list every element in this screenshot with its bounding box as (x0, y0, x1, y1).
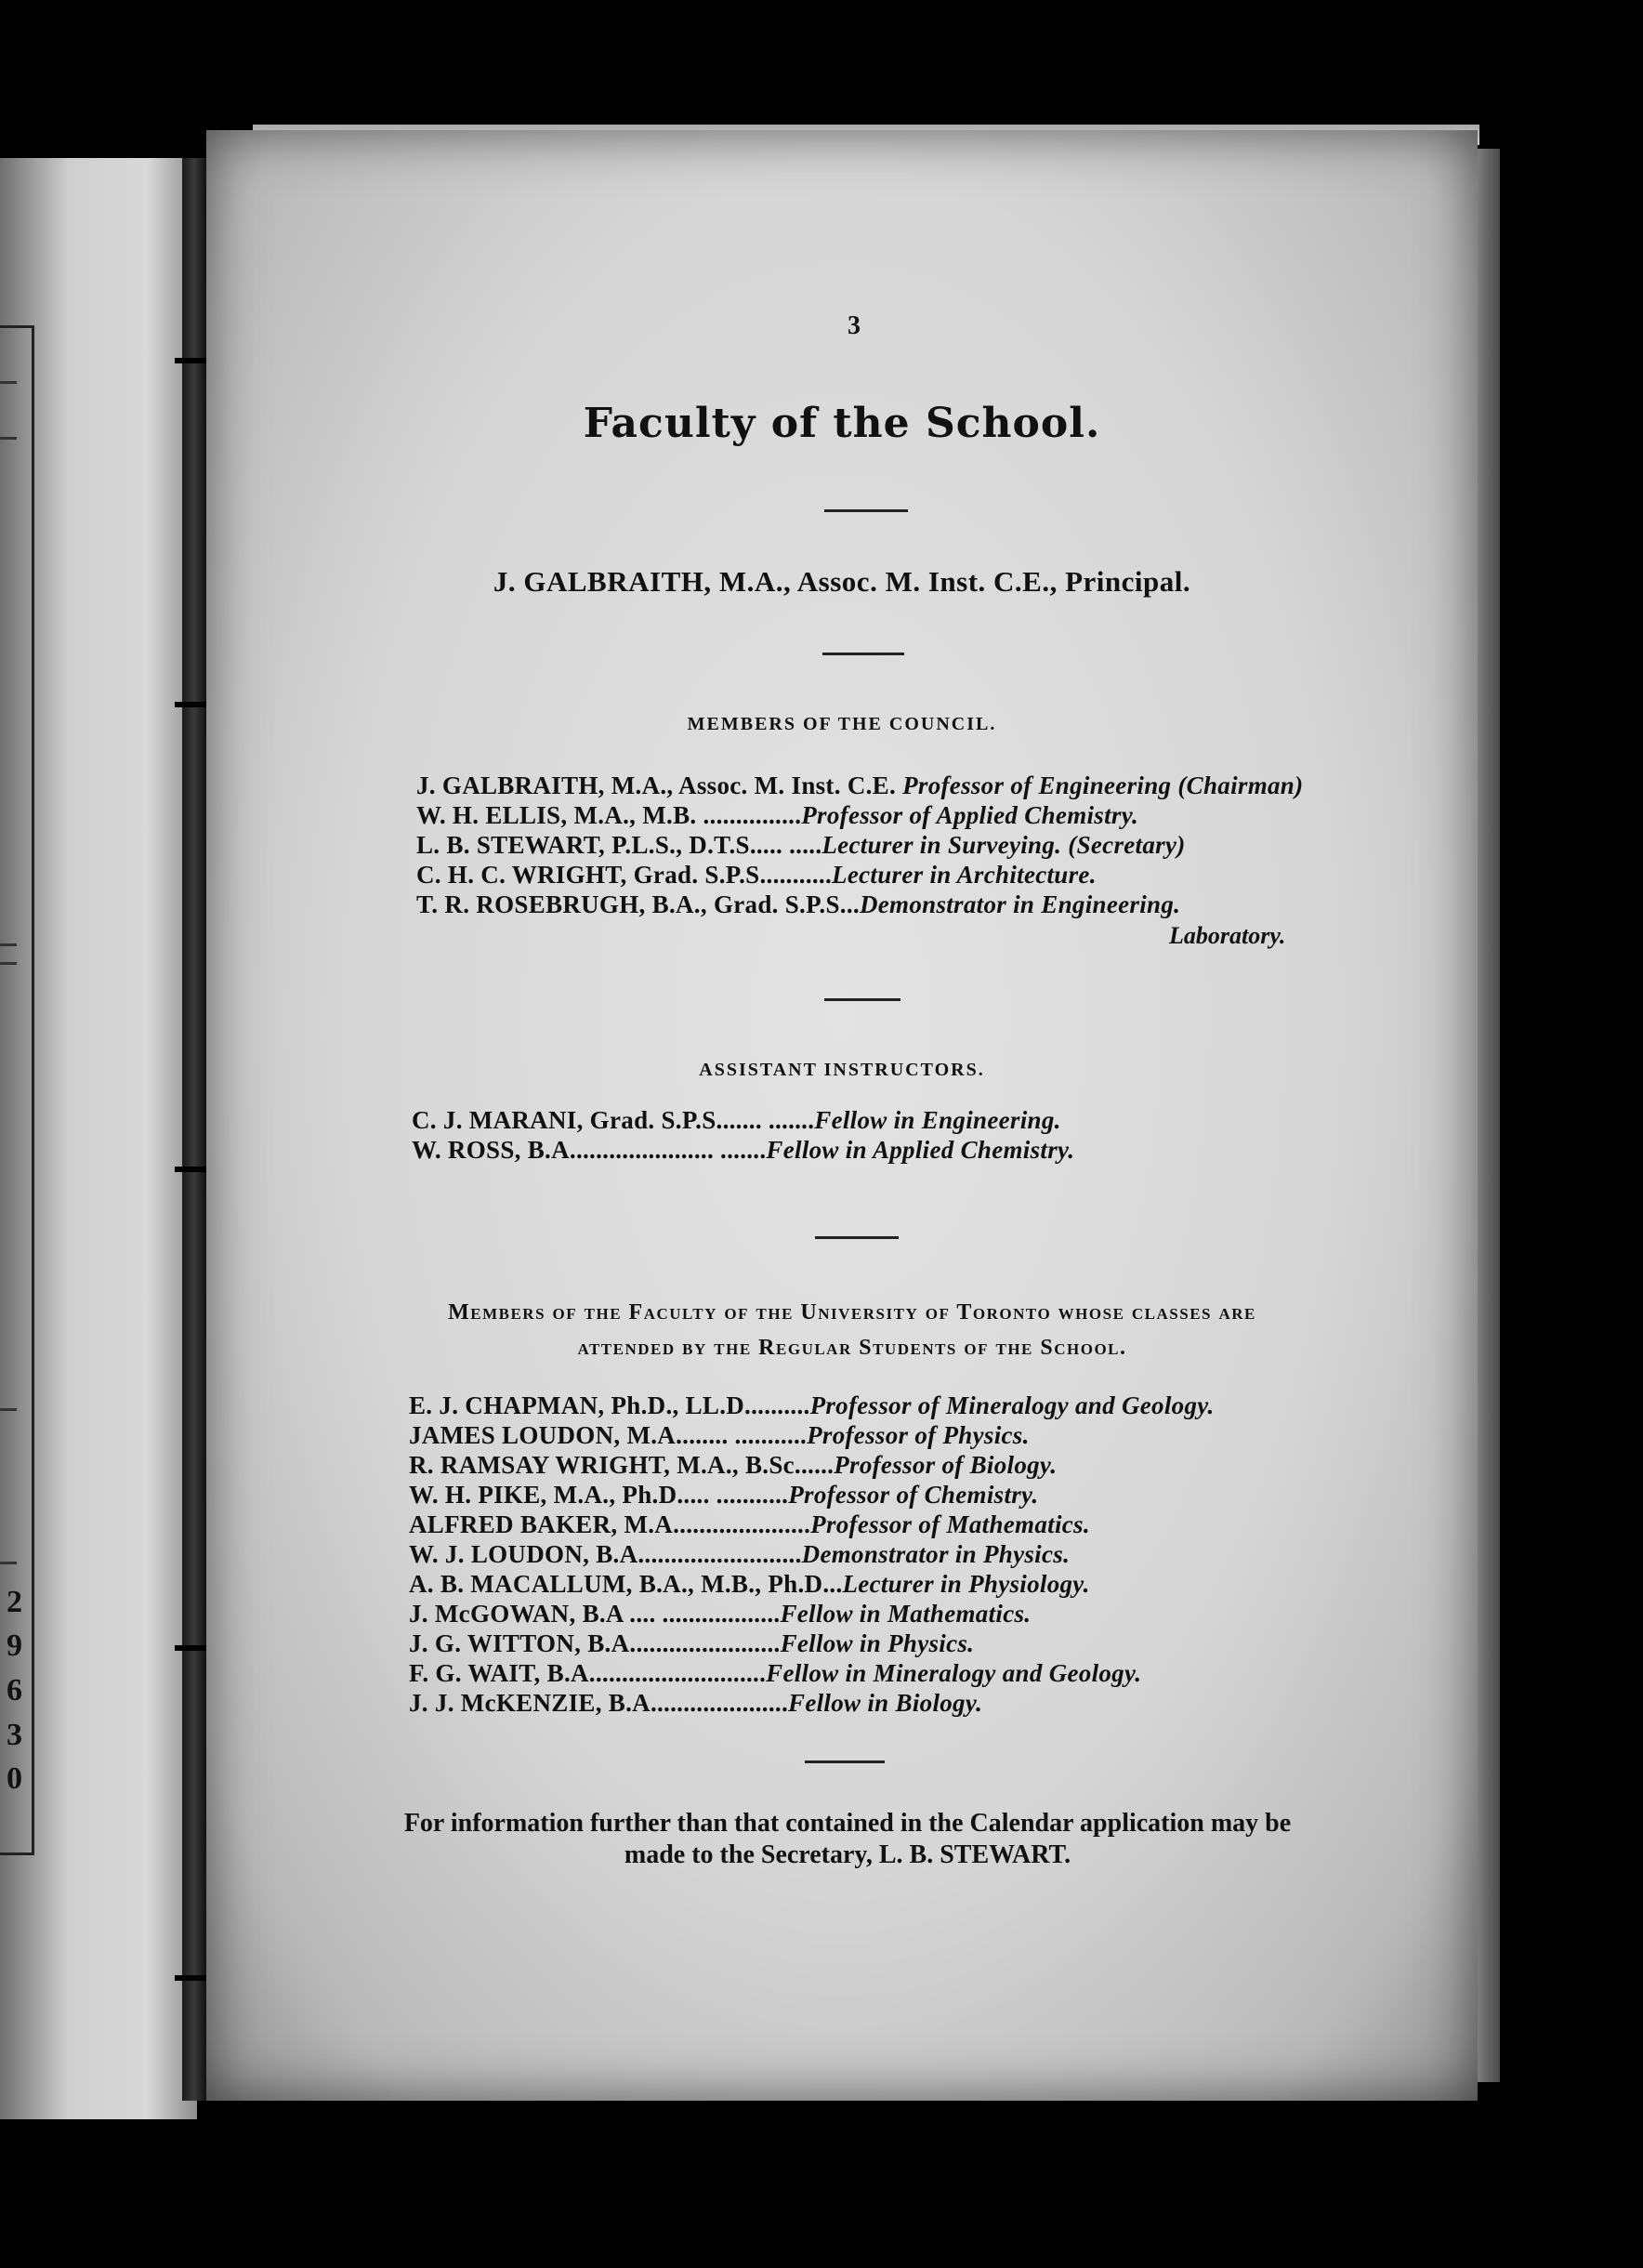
entry-role: Professor of Biology. (834, 1451, 1058, 1479)
section-divider (824, 998, 900, 1001)
entry-role: Fellow in Engineering. (814, 1106, 1061, 1134)
page-right-edge (1478, 149, 1500, 2082)
entry-role: Lecturer in Surveying. (Secretary) (822, 831, 1186, 859)
university-entry (409, 1540, 1070, 1569)
section-divider (822, 653, 904, 655)
university-heading: Members of the Faculty of the University of Toronto whose classes are attended by the Regular Students of the School. (448, 1300, 1256, 1360)
assistant-entry (412, 1136, 1074, 1165)
entry-role: Fellow in Physics. (780, 1629, 975, 1657)
university-entry (409, 1481, 1038, 1510)
council-entry (416, 831, 1186, 860)
page-title: Faculty of the School. (583, 400, 1101, 447)
entry-role: Lecturer in Physiology. (842, 1570, 1090, 1598)
council-entry (416, 890, 1180, 919)
entry-name: J. McGOWAN, B.A .... .................. (409, 1600, 781, 1628)
section-divider (805, 1760, 885, 1763)
entry-role: Demonstrator in Engineering. (859, 890, 1181, 918)
previous-page-number: 2 (7, 1585, 22, 1619)
entry-name: W. H. PIKE, M.A., Ph.D..... ........... (409, 1481, 789, 1509)
entry-name: T. R. ROSEBRUGH, B.A., Grad. S.P.S... (416, 890, 860, 918)
closing-note: For information further than that contained in the Calendar application may be made to the Secretary, L. B. STEWART. (403, 1809, 1292, 1869)
university-entry (409, 1689, 982, 1718)
entry-role: Fellow in Applied Chemistry. (766, 1136, 1075, 1164)
entry-role: Professor of Mineralogy and Geology. (809, 1391, 1215, 1419)
entry-name: C. H. C. WRIGHT, Grad. S.P.S........... (416, 861, 833, 889)
university-entry (409, 1451, 1057, 1480)
section-divider (824, 509, 908, 512)
council-entry (416, 771, 1303, 800)
previous-page-tick (0, 381, 17, 384)
council-entry (416, 861, 1097, 890)
university-entry (409, 1391, 1215, 1420)
entry-name: F. G. WAIT, B.A........................... (409, 1659, 767, 1687)
previous-page-tick (0, 1562, 17, 1564)
university-entry (409, 1421, 1030, 1450)
previous-page-frame (0, 325, 34, 1855)
entry-role: Professor of Physics. (807, 1421, 1030, 1449)
previous-page-tick (0, 962, 17, 965)
entry-name: J. GALBRAITH, M.A., Assoc. M. Inst. C.E. (416, 771, 903, 799)
entry-role: Lecturer in Architecture. (832, 861, 1097, 889)
entry-name: E. J. CHAPMAN, Ph.D., LL.D.......... (409, 1391, 810, 1419)
assistant-entry (412, 1106, 1061, 1135)
council-entry (416, 801, 1138, 830)
entry-name: C. J. MARANI, Grad. S.P.S....... ....... (412, 1106, 815, 1134)
assistants-heading: ASSISTANT INSTRUCTORS. (699, 1060, 985, 1080)
university-entry (409, 1600, 1031, 1628)
entry-role: Fellow in Mathematics. (780, 1600, 1032, 1628)
entry-role: Professor of Applied Chemistry. (801, 801, 1139, 829)
document-page (206, 130, 1478, 2101)
university-entry (409, 1659, 1141, 1688)
university-entry (409, 1570, 1090, 1599)
entry-name: J. J. McKENZIE, B.A..................... (409, 1689, 789, 1717)
entry-name: R. RAMSAY WRIGHT, M.A., B.Sc...... (409, 1451, 835, 1479)
entry-role: Fellow in Biology. (788, 1689, 983, 1717)
entry-name: L. B. STEWART, P.L.S., D.T.S..... ..... (416, 831, 822, 859)
previous-page-tick (0, 437, 17, 440)
university-entry (409, 1629, 974, 1658)
principal-line: J. GALBRAITH, M.A., Assoc. M. Inst. C.E., Principal. (493, 565, 1191, 598)
council-heading: MEMBERS OF THE COUNCIL. (687, 714, 997, 734)
previous-page-number: 6 (7, 1673, 22, 1708)
entry-name: JAMES LOUDON, M.A........ ........... (409, 1421, 808, 1449)
entry-role: Professor of Chemistry. (788, 1481, 1039, 1509)
previous-page-tick (0, 943, 17, 946)
university-entry (409, 1510, 1090, 1539)
previous-page-number: 0 (7, 1761, 22, 1796)
previous-page-number: 3 (7, 1718, 22, 1752)
previous-page-tick (0, 1408, 17, 1411)
entry-role: Professor of Engineering (Chairman) (902, 771, 1304, 799)
section-divider (815, 1236, 899, 1239)
entry-name: W. J. LOUDON, B.A......................... (409, 1540, 802, 1568)
entry-name: A. B. MACALLUM, B.A., M.B., Ph.D... (409, 1570, 843, 1598)
entry-name: W. H. ELLIS, M.A., M.B. ............... (416, 801, 802, 829)
entry-name: ALFRED BAKER, M.A..................... (409, 1510, 811, 1538)
entry-role: Fellow in Mineralogy and Geology. (766, 1659, 1142, 1687)
entry-role: Professor of Mathematics. (810, 1510, 1090, 1538)
entry-name: J. G. WITTON, B.A....................... (409, 1629, 781, 1657)
entry-name: W. ROSS, B.A...................... ....... (412, 1136, 767, 1164)
book-binding (182, 158, 206, 2101)
entry-role: Demonstrator in Physics. (801, 1540, 1071, 1568)
page-number: 3 (848, 311, 861, 340)
previous-page-number: 9 (7, 1628, 22, 1663)
council-entry-continuation: Laboratory. (1169, 922, 1286, 949)
